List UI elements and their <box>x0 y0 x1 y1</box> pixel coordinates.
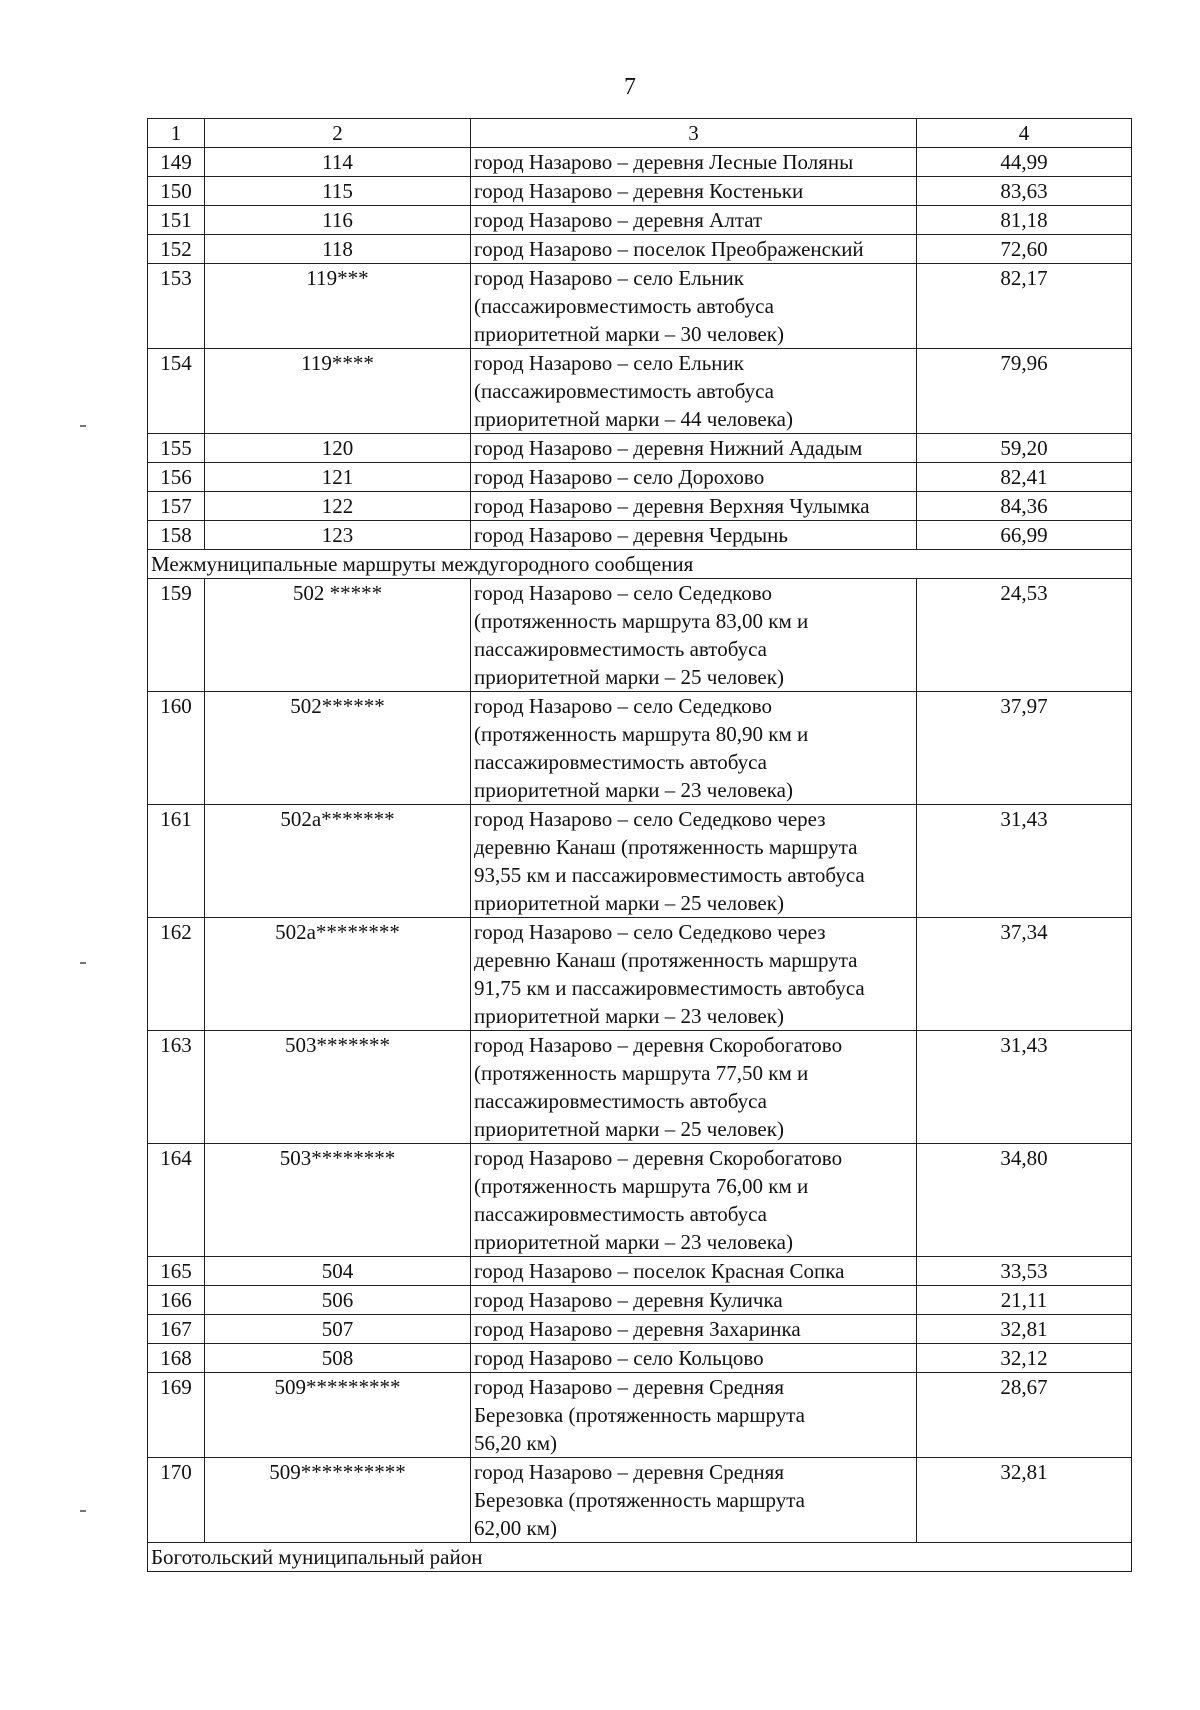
route-name-line: пассажировместимость автобуса <box>474 1089 767 1113</box>
column-header-3: 3 <box>471 119 917 148</box>
table-row <box>148 1458 1132 1543</box>
route-name-line: 91,75 км и пассажировместимость автобуса <box>474 976 865 1000</box>
route-name-line: Березовка (протяженность маршрута <box>474 1488 806 1512</box>
route-value: 37,34 <box>917 918 1132 1031</box>
route-code: 509********** <box>205 1458 471 1543</box>
route-value: 32,81 <box>917 1458 1132 1543</box>
route-value: 28,67 <box>917 1373 1132 1458</box>
table-row <box>148 463 1132 492</box>
route-value: 32,81 <box>917 1315 1132 1344</box>
route-name-line: пассажировместимость автобуса <box>474 1202 767 1226</box>
row-number: 157 <box>148 492 205 521</box>
route-name-line: (протяженность маршрута 76,00 км и <box>474 1174 809 1198</box>
route-code: 123 <box>205 521 471 550</box>
table-row <box>148 349 1132 434</box>
table-row <box>148 918 1132 1031</box>
route-name <box>471 264 917 349</box>
route-value: 34,80 <box>917 1144 1132 1257</box>
route-name <box>471 1373 917 1458</box>
row-number: 163 <box>148 1031 205 1144</box>
route-name-line: (пассажировместимость автобуса <box>474 294 774 318</box>
route-name-line: приоритетной марки – 25 человек) <box>474 1117 784 1141</box>
route-name-line: город Назарово – деревня Скоробогатово <box>474 1033 843 1057</box>
route-value: 66,99 <box>917 521 1132 550</box>
route-name-line: город Назарово – поселок Преображенский <box>474 237 864 261</box>
route-name <box>471 1031 917 1144</box>
route-code: 509********* <box>205 1373 471 1458</box>
table-row <box>148 1031 1132 1144</box>
row-number: 165 <box>148 1257 205 1286</box>
row-number: 152 <box>148 235 205 264</box>
route-name <box>471 521 917 550</box>
route-code: 114 <box>205 148 471 177</box>
route-value: 82,41 <box>917 463 1132 492</box>
table-row <box>148 492 1132 521</box>
route-name-line: город Назарово – деревня Куличка <box>474 1288 783 1312</box>
route-code: 502****** <box>205 692 471 805</box>
route-name <box>471 492 917 521</box>
route-value: 79,96 <box>917 349 1132 434</box>
row-number: 166 <box>148 1286 205 1315</box>
route-name-line: приоритетной марки – 25 человек) <box>474 665 784 689</box>
scan-margin-mark <box>80 962 86 964</box>
route-code: 508 <box>205 1344 471 1373</box>
route-value: 59,20 <box>917 434 1132 463</box>
route-name-line: Березовка (протяженность маршрута <box>474 1403 806 1427</box>
table-row <box>148 1144 1132 1257</box>
row-number: 161 <box>148 805 205 918</box>
route-code: 504 <box>205 1257 471 1286</box>
table-row <box>148 177 1132 206</box>
route-value: 81,18 <box>917 206 1132 235</box>
route-name-line: город Назарово – деревня Алтат <box>474 208 763 232</box>
route-name <box>471 148 917 177</box>
route-name-line: приоритетной марки – 25 человек) <box>474 891 784 915</box>
route-name-line: город Назарово – деревня Средняя <box>474 1460 784 1484</box>
route-name <box>471 805 917 918</box>
route-name-line: деревню Канаш (протяженность маршрута <box>474 948 858 972</box>
route-name-line: город Назарово – село Ельник <box>474 266 744 290</box>
route-name-line: приоритетной марки – 30 человек) <box>474 322 784 346</box>
route-name-line: город Назарово – деревня Средняя <box>474 1375 784 1399</box>
row-number: 162 <box>148 918 205 1031</box>
route-name-line: город Назарово – село Седедково <box>474 581 773 605</box>
row-number: 154 <box>148 349 205 434</box>
route-name-line: пассажировместимость автобуса <box>474 750 767 774</box>
route-code: 503******* <box>205 1031 471 1144</box>
route-name-line: город Назарово – село Дорохово <box>474 465 765 489</box>
route-code: 502а******* <box>205 805 471 918</box>
table-row <box>148 235 1132 264</box>
row-number: 168 <box>148 1344 205 1373</box>
route-value: 31,43 <box>917 805 1132 918</box>
table-row <box>148 434 1132 463</box>
route-name <box>471 1286 917 1315</box>
route-name <box>471 1315 917 1344</box>
table-row <box>148 148 1132 177</box>
route-name-line: 62,00 км) <box>474 1516 557 1540</box>
route-code: 115 <box>205 177 471 206</box>
route-name <box>471 692 917 805</box>
route-name-line: город Назарово – село Седедково через <box>474 807 826 831</box>
route-name-line: город Назарово – деревня Верхняя Чулымка <box>474 494 870 518</box>
scan-margin-mark <box>80 1510 86 1512</box>
route-name-line: город Назарово – село Кольцово <box>474 1346 764 1370</box>
route-value: 84,36 <box>917 492 1132 521</box>
route-name-line: город Назарово – деревня Чердынь <box>474 523 788 547</box>
column-header-4: 4 <box>917 119 1132 148</box>
route-name <box>471 206 917 235</box>
route-name-line: (протяженность маршрута 77,50 км и <box>474 1061 809 1085</box>
row-number: 149 <box>148 148 205 177</box>
row-number: 170 <box>148 1458 205 1543</box>
table-header-row <box>148 119 1132 148</box>
route-name-line: приоритетной марки – 23 человека) <box>474 1230 793 1254</box>
row-number: 160 <box>148 692 205 805</box>
row-number: 167 <box>148 1315 205 1344</box>
route-value: 44,99 <box>917 148 1132 177</box>
table-row <box>148 206 1132 235</box>
row-number: 151 <box>148 206 205 235</box>
table-row <box>148 1286 1132 1315</box>
route-code: 116 <box>205 206 471 235</box>
route-value: 83,63 <box>917 177 1132 206</box>
route-code: 121 <box>205 463 471 492</box>
route-name <box>471 1458 917 1543</box>
route-name-line: город Назарово – деревня Лесные Поляны <box>474 150 854 174</box>
section-title: Межмуниципальные маршруты междугородного сообщения <box>148 550 1132 579</box>
routes-table <box>147 118 1132 1572</box>
row-number: 169 <box>148 1373 205 1458</box>
table-row <box>148 521 1132 550</box>
route-name <box>471 235 917 264</box>
route-name <box>471 1257 917 1286</box>
route-name-line: город Назарово – деревня Костеньки <box>474 179 804 203</box>
route-name-line: город Назарово – поселок Красная Сопка <box>474 1259 845 1283</box>
row-number: 150 <box>148 177 205 206</box>
column-header-1: 1 <box>148 119 205 148</box>
route-value: 21,11 <box>917 1286 1132 1315</box>
route-name <box>471 579 917 692</box>
section-row <box>148 1543 1132 1572</box>
route-name-line: город Назарово – село Седедково <box>474 694 773 718</box>
row-number: 158 <box>148 521 205 550</box>
route-name-line: город Назарово – село Седедково через <box>474 920 826 944</box>
route-name-line: деревню Канаш (протяженность маршрута <box>474 835 858 859</box>
route-code: 119**** <box>205 349 471 434</box>
route-code: 120 <box>205 434 471 463</box>
route-name-line: (пассажировместимость автобуса <box>474 379 774 403</box>
route-code: 506 <box>205 1286 471 1315</box>
route-code: 507 <box>205 1315 471 1344</box>
row-number: 159 <box>148 579 205 692</box>
row-number: 156 <box>148 463 205 492</box>
route-code: 122 <box>205 492 471 521</box>
route-name-line: приоритетной марки – 44 человека) <box>474 407 793 431</box>
route-name-line: приоритетной марки – 23 человек) <box>474 1004 784 1028</box>
table-row <box>148 805 1132 918</box>
row-number: 164 <box>148 1144 205 1257</box>
page-number: 7 <box>624 74 636 100</box>
route-name <box>471 177 917 206</box>
table-row <box>148 264 1132 349</box>
route-name-line: город Назарово – село Ельник <box>474 351 744 375</box>
route-name <box>471 1344 917 1373</box>
column-header-2: 2 <box>205 119 471 148</box>
route-name-line: 56,20 км) <box>474 1431 557 1455</box>
route-name-line: город Назарово – деревня Нижний Ададым <box>474 436 863 460</box>
table-row <box>148 1315 1132 1344</box>
route-name-line: 93,55 км и пассажировместимость автобуса <box>474 863 865 887</box>
route-code: 502а******** <box>205 918 471 1031</box>
route-code: 118 <box>205 235 471 264</box>
route-name <box>471 434 917 463</box>
scan-margin-mark <box>80 425 86 427</box>
route-value: 37,97 <box>917 692 1132 805</box>
row-number: 153 <box>148 264 205 349</box>
route-name-line: город Назарово – деревня Скоробогатово <box>474 1146 843 1170</box>
route-value: 31,43 <box>917 1031 1132 1144</box>
route-name-line: пассажировместимость автобуса <box>474 637 767 661</box>
route-value: 82,17 <box>917 264 1132 349</box>
route-code: 119*** <box>205 264 471 349</box>
route-value: 33,53 <box>917 1257 1132 1286</box>
route-name-line: (протяженность маршрута 80,90 км и <box>474 722 809 746</box>
table-body <box>148 148 1132 1572</box>
route-value: 24,53 <box>917 579 1132 692</box>
route-name-line: приоритетной марки – 23 человека) <box>474 778 793 802</box>
route-name <box>471 1144 917 1257</box>
route-name <box>471 349 917 434</box>
table-row <box>148 1344 1132 1373</box>
section-row <box>148 550 1132 579</box>
route-name-line: город Назарово – деревня Захаринка <box>474 1317 801 1341</box>
route-value: 32,12 <box>917 1344 1132 1373</box>
route-name <box>471 463 917 492</box>
row-number: 155 <box>148 434 205 463</box>
route-name-line: (протяженность маршрута 83,00 км и <box>474 609 809 633</box>
route-value: 72,60 <box>917 235 1132 264</box>
table-row <box>148 1373 1132 1458</box>
route-name <box>471 918 917 1031</box>
section-title: Боготольский муниципальный район <box>148 1543 1132 1572</box>
table-row <box>148 692 1132 805</box>
route-code: 502 ***** <box>205 579 471 692</box>
table-row <box>148 1257 1132 1286</box>
table-row <box>148 579 1132 692</box>
route-code: 503******** <box>205 1144 471 1257</box>
